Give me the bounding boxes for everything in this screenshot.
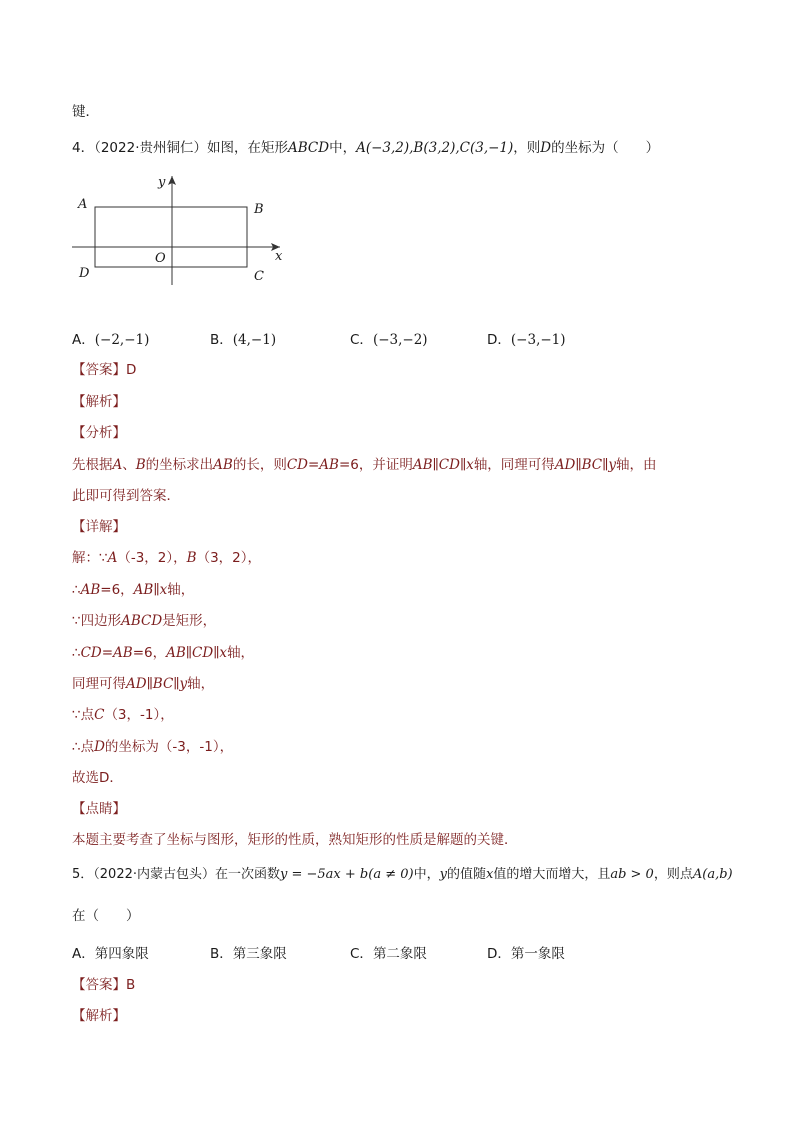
q4-points: A(−3,2),B(3,2),C(3,−1): [356, 140, 514, 156]
q4-step-4: ∴CD=AB=6，AB∥CD∥x轴，: [72, 645, 255, 661]
q4-stem: 4．（2022·贵州铜仁）如图，在矩形ABCD中，A(−3,2),B(3,2),C(3,−1)，则D的坐标为（ ）: [72, 140, 660, 156]
q4-source: （2022·贵州铜仁）: [94, 140, 207, 156]
q4-step-5: 同理可得AD∥BC∥y轴，: [72, 676, 215, 692]
q4-step-3: ∵四边形ABCD是矩形，: [72, 613, 217, 629]
q4-figure: [70, 170, 300, 290]
label-c: C: [254, 269, 264, 284]
q4-step-1: 解：∵A（-3，2），B（3，2），: [72, 550, 262, 566]
label-x: x: [275, 249, 283, 264]
label-a: A: [78, 197, 88, 212]
q4-number: 4．: [72, 140, 95, 156]
q4-dianjing-text: 本题主要考查了坐标与图形，矩形的性质，熟知矩形的性质是解题的关键．: [72, 832, 518, 848]
q4-dianjing-tag: 【点睛】: [72, 801, 126, 817]
q5-option-d: D．第一象限: [487, 946, 565, 962]
q4-fenxi-tag: 【分析】: [72, 425, 126, 441]
q4-step-7: ∴点D的坐标为（-3，-1），: [72, 739, 234, 755]
q5-stem: 5．（2022·内蒙古包头）在一次函数y = −5ax + b(a ≠ 0)中，y的值随x值的增大而增大，且ab > 0，则点A(a,b): [72, 867, 733, 882]
q4-xiangjie-tag: 【详解】: [72, 519, 126, 535]
continued-text: 键．: [72, 104, 99, 120]
q4-fenxi-line2: 此即可得到答案．: [72, 488, 180, 504]
q4-answer: 【答案】D: [72, 362, 137, 378]
q4-fenxi-line1: 先根据A、B的坐标求出AB的长，则CD=AB=6，并证明AB∥CD∥x轴，同理可得AD∥BC∥y轴，由: [72, 457, 657, 473]
q5-source: （2022·内蒙古包头）: [93, 867, 215, 882]
label-d: D: [79, 266, 90, 281]
q4-option-a: A．(−2,−1): [72, 332, 150, 348]
label-y: y: [158, 175, 166, 190]
q5-answer: 【答案】B: [72, 977, 136, 993]
q5-function: y = −5ax + b(a ≠ 0): [280, 867, 414, 882]
q5-jiexi-tag: 【解析】: [72, 1008, 126, 1024]
q4-step-8: 故选D．: [72, 770, 123, 786]
q4-option-c: C．(−3,−2): [350, 332, 428, 348]
q5-option-c: C．第二象限: [350, 946, 427, 962]
label-b: B: [254, 202, 264, 217]
q5-number: 5．: [72, 867, 94, 882]
q4-option-b: B．(4,−1): [210, 332, 277, 348]
rectangle-abcd: [95, 207, 247, 267]
q4-step-6: ∵点C（3，-1），: [72, 707, 174, 723]
q5-option-b: B．第三象限: [210, 946, 287, 962]
q5-stem-line2: 在（ ）: [72, 908, 140, 924]
q5-option-a: A．第四象限: [72, 946, 149, 962]
q4-step-2: ∴AB=6，AB∥x轴，: [72, 582, 195, 598]
q4-option-d: D．(−3,−1): [487, 332, 566, 348]
label-o: O: [155, 251, 166, 266]
q4-jiexi-tag: 【解析】: [72, 394, 126, 410]
